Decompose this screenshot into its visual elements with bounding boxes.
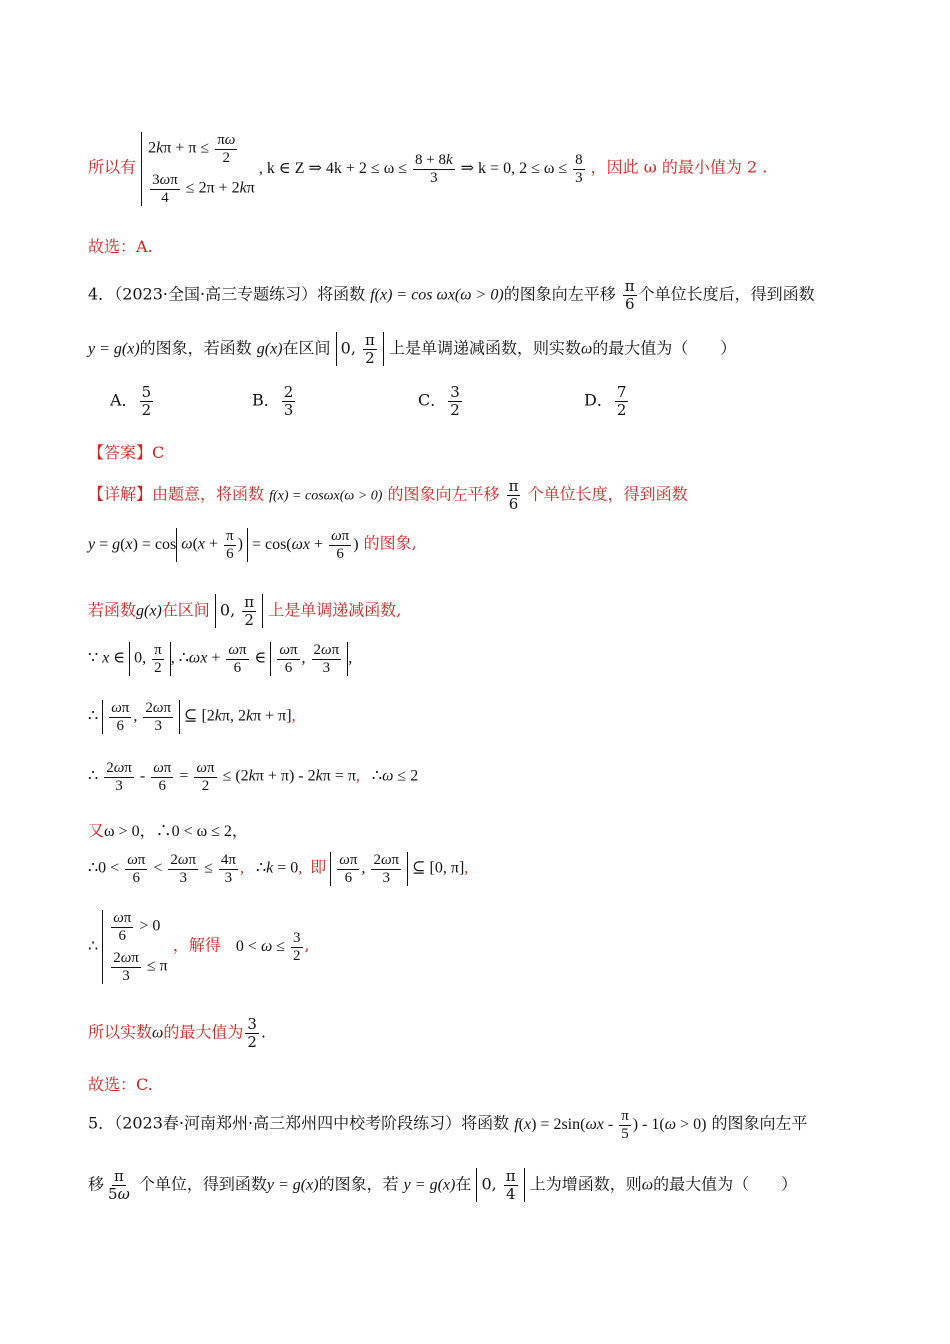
option-d[interactable]: D． $\frac{7}{2}$ xyxy=(584,383,627,419)
detail-line7: 又ω > 0，∴0 < ω ≤ 2， xyxy=(88,821,248,840)
question-4-line1: 4．（2023·全国·高三专题练习）将函数 f(x) = cos ωx(ω > 0)的图象向左平移 $\frac{\pi}{6}$ 个单位长度后，得到函数 xyxy=(88,277,815,313)
detail-line10: 所以实数ω的最大值为 $\frac{3}{2}$ . xyxy=(88,1015,266,1051)
option-a[interactable]: A． $\frac{5}{2}$ xyxy=(110,383,152,419)
question-4-line2: y = g(x)的图象，若函数 g(x)在区间 0, $\frac{\pi}{2}$ 上是单调递减函数，则实数ω的最大值为（ ） xyxy=(88,331,737,367)
option-b[interactable]: B． $\frac{2}{3}$ xyxy=(252,383,294,419)
detail-line8: ∴0 < $\frac{\omega\pi}{6}$ < $\frac{2\omega\pi}{3}$ ≤ $\frac{4\pi}{3}$ , ∴k = 0, 即 $\frac{\omega\pi}{6}$ , $\frac{2\omega\pi}{3}$ ⊆ [0, π], xyxy=(88,852,469,886)
answer-tag: 【答案】C xyxy=(88,443,165,462)
detail-line3: 若函数g(x)在区间 0, $\frac{\pi}{2}$ 上是单调递减函数, xyxy=(88,593,402,629)
option-c[interactable]: C． $\frac{3}{2}$ xyxy=(418,383,460,419)
question-5-line1: 5．（2023春·河南郑州·高三郑州四中校考阶段练习）将函数 f(x) = 2sin(ωx - $\frac{\pi}{5}$ ) - 1(ω > 0) 的图象向左平 xyxy=(88,1108,808,1142)
inequality-system: 2kπ + π ≤ $\frac{\pi\omega}{2}$ $\frac{3\omega\pi}{4}$ ≤ 2π + 2kπ xyxy=(141,132,255,206)
detail-line2: y = g(x) = cos ω(x + $\frac{\pi}{6}$ ) = cos(ωx + $\frac{\omega\pi}{6}$ ) 的图象, xyxy=(88,528,417,562)
detail-line1: 【详解】由题意，将函数 f(x) = cosωx(ω > 0) 的图象向左平移 $\frac{\pi}{6}$ 个单位长度，得到函数 xyxy=(88,477,688,513)
detail-line9: ∴ $\frac{\omega\pi}{6}$ > 0 $\frac{2\omega\pi}{3}$ ≤ π ，解得 0 < ω ≤ $\frac{3}{2}$ , xyxy=(88,910,310,984)
solution-line-system: 所以有 2kπ + π ≤ $\frac{\pi\omega}{2}$ $\frac{3\omega\pi}{4}$ ≤ 2π + 2kπ , k ∈ Z ⇒ 4k + 2 ≤ ω ≤ $\frac{8 + 8k}{3}$ ⇒ k = 0, 2 ≤ ω ≤ $\frac{8}{3}$ ，因此 ω 的最小值为 2 . xyxy=(88,132,768,206)
answer-line: 故选：A. xyxy=(88,237,153,256)
detail-line6: ∴ $\frac{2\omega\pi}{3}$ - $\frac{\omega\pi}{6}$ = $\frac{\omega\pi}{2}$ ≤ (2kπ + π) - 2kπ = π, ∴ω ≤ 2 xyxy=(88,760,419,794)
final-answer: 故选：C. xyxy=(88,1075,153,1094)
detail-line5: ∴ $\frac{\omega\pi}{6}$ , $\frac{2\omega\pi}{3}$ ⊆ [2kπ, 2kπ + π], xyxy=(88,700,296,734)
detail-line4: ∵ x ∈ 0, $\frac{\pi}{2}$ , ∴ωx + $\frac{\omega\pi}{6}$ ∈ $\frac{\omega\pi}{6}$ , $\frac{2\omega\pi}{3}$ , xyxy=(88,642,353,676)
question-5-line2: 移 $\frac{\pi}{5\omega}$ 个单位，得到函数y = g(x)的图象，若 y = g(x)在 0, $\frac{\pi}{4}$ 上为增函数，则ω的最大值为（ ） xyxy=(88,1167,798,1203)
